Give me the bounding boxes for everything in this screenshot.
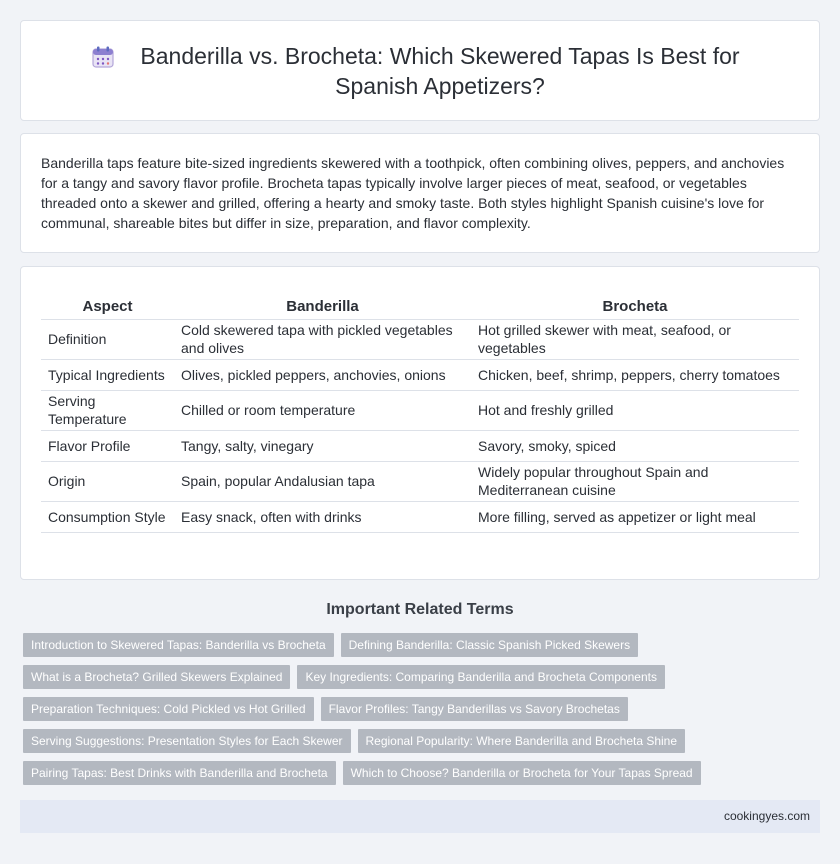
table-cell: Easy snack, often with drinks [174, 501, 471, 532]
table-row [41, 501, 799, 532]
table-header-row [41, 295, 799, 319]
table-cell: Savory, smoky, spiced [471, 430, 799, 461]
comparison-card [20, 266, 820, 580]
table-cell: Tangy, salty, vinegary [174, 430, 471, 461]
table-cell: Hot grilled skewer with meat, seafood, or vegetables [471, 319, 799, 359]
table-cell: Chilled or room temperature [174, 390, 471, 430]
table-cell: Serving Temperature [41, 390, 174, 430]
related-term-tag[interactable]: Which to Choose? Banderilla or Brocheta for Your Tapas Spread [343, 761, 701, 785]
related-term-tag[interactable]: Pairing Tapas: Best Drinks with Banderilla and Brocheta [23, 761, 336, 785]
table-row [41, 319, 799, 359]
related-term-tag[interactable]: Introduction to Skewered Tapas: Banderilla vs Brocheta [23, 633, 334, 657]
table-cell: Typical Ingredients [41, 359, 174, 390]
related-term-tag[interactable]: Key Ingredients: Comparing Banderilla and Brocheta Components [297, 665, 665, 689]
table-cell: More filling, served as appetizer or light meal [471, 501, 799, 532]
related-term-tag[interactable]: Serving Suggestions: Presentation Styles for Each Skewer [23, 729, 351, 753]
column-header-brocheta: Brocheta [471, 295, 799, 319]
table-row [41, 430, 799, 461]
table-cell: Spain, popular Andalusian tapa [174, 461, 471, 501]
intro-paragraph: Banderilla taps feature bite-sized ingredients skewered with a toothpick, often combining olives, peppers, and anchovies for a tangy and savory flavor profile. Brocheta tapas typically involve larger pieces of meat, seafood, or vegetables threaded onto a skewer and grilled, offering a hearty and smoky taste. Both styles highlight Spanish cuisine's love for communal, shareable bites but differ in size, preparation, and flavor complexity. [41, 155, 785, 231]
related-term-tag[interactable]: Defining Banderilla: Classic Spanish Picked Skewers [341, 633, 638, 657]
table-row [41, 390, 799, 430]
related-terms-list [23, 633, 823, 793]
column-header-aspect: Aspect [41, 295, 174, 319]
title-card [20, 20, 820, 121]
table-row [41, 359, 799, 390]
table-cell: Widely popular throughout Spain and Mediterranean cuisine [471, 461, 799, 501]
column-header-banderilla: Banderilla [174, 295, 471, 319]
intro-card [20, 133, 820, 253]
table-row [41, 461, 799, 501]
comparison-table [41, 295, 799, 533]
table-cell: Olives, pickled peppers, anchovies, onions [174, 359, 471, 390]
related-term-tag[interactable]: Regional Popularity: Where Banderilla and Brocheta Shine [358, 729, 686, 753]
related-term-tag[interactable]: Preparation Techniques: Cold Pickled vs Hot Grilled [23, 697, 314, 721]
table-cell: Chicken, beef, shrimp, peppers, cherry tomatoes [471, 359, 799, 390]
table-cell: Flavor Profile [41, 430, 174, 461]
related-terms-heading: Important Related Terms [326, 601, 514, 618]
related-term-tag[interactable]: Flavor Profiles: Tangy Banderillas vs Savory Brochetas [321, 697, 628, 721]
related-term-tag[interactable]: What is a Brocheta? Grilled Skewers Explained [23, 665, 290, 689]
table-cell: Hot and freshly grilled [471, 390, 799, 430]
footer [20, 800, 820, 833]
table-cell: Cold skewered tapa with pickled vegetables and olives [174, 319, 471, 359]
table-cell: Definition [41, 319, 174, 359]
footer-site-link[interactable]: cookingyes.com [723, 809, 810, 823]
page-title: Banderilla vs. Brocheta: Which Skewered Tapas Is Best for Spanish Appetizers? [140, 42, 740, 99]
table-cell: Origin [41, 461, 174, 501]
table-cell: Consumption Style [41, 501, 174, 532]
